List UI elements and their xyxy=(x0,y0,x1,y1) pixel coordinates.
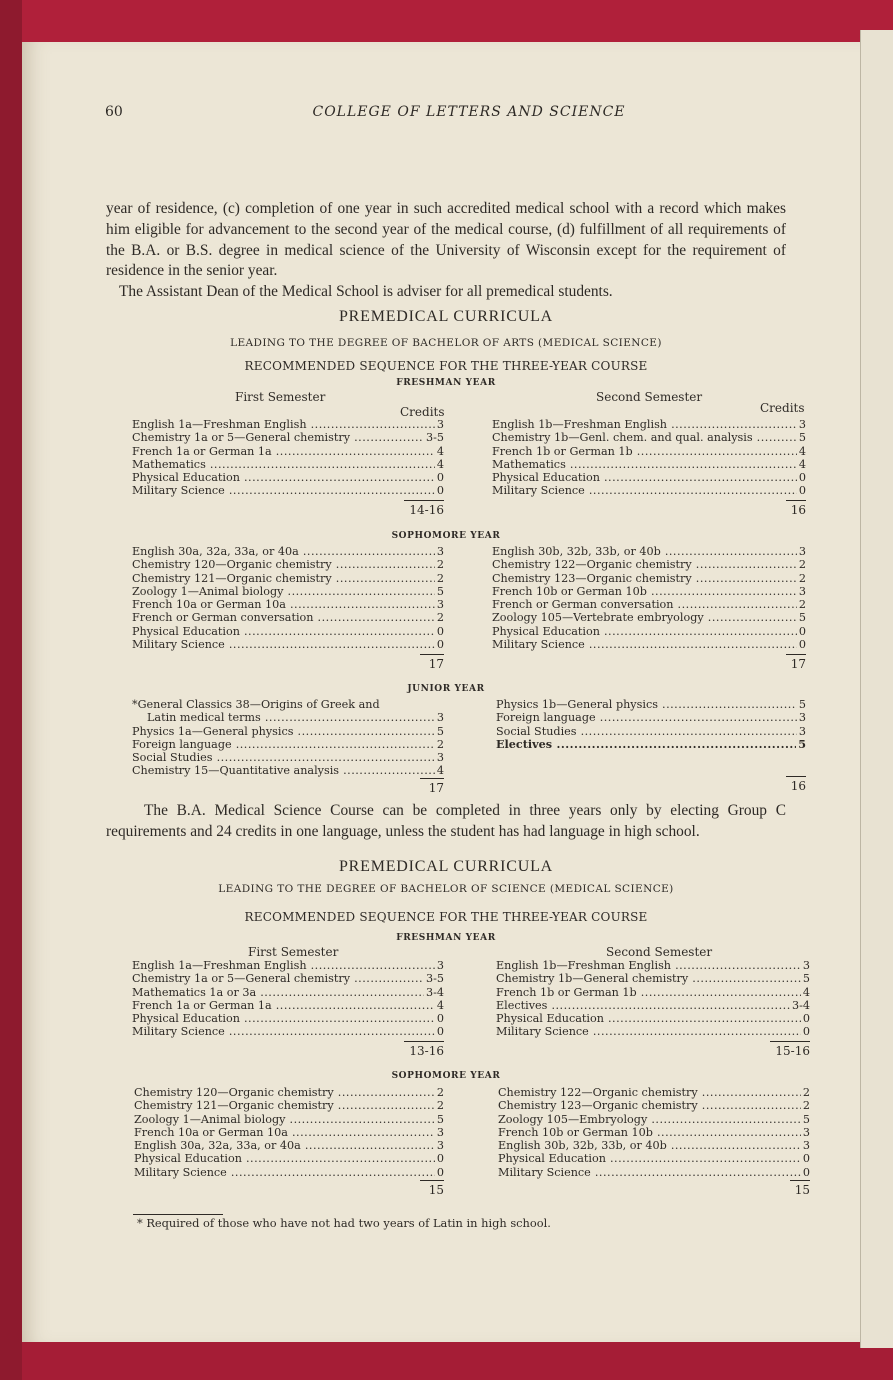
list-item: Military Science ..... 0 xyxy=(134,1166,444,1179)
list-item: English 1a—Freshman English ..... 3 xyxy=(132,418,444,431)
list-item: Zoology 1—Animal biology ..... 5 xyxy=(134,1113,444,1126)
list-item: Physical Education ..... 0 xyxy=(132,625,444,638)
list-item: Chemistry 122—Organic chemistry ..... 2 xyxy=(498,1086,810,1099)
section1-sophomore-total-right: 17 xyxy=(786,654,806,671)
list-item: Military Science ..... 0 xyxy=(132,1025,444,1038)
list-item: English 1b—Freshman English ..... 3 xyxy=(492,418,806,431)
list-item: Military Science ..... 0 xyxy=(132,484,444,497)
footnote-rule xyxy=(133,1214,223,1215)
list-item: Foreign language ..... 2 xyxy=(132,738,444,751)
section1-title: PREMEDICAL CURRICULA xyxy=(338,308,554,325)
list-item: French 10b or German 10b ..... 3 xyxy=(492,585,806,598)
list-item: Zoology 1—Animal biology ..... 5 xyxy=(132,585,444,598)
list-item: Military Science ..... 0 xyxy=(496,1025,810,1038)
list-item: Electives ..... 3-4 xyxy=(496,999,810,1012)
list-item: French 10a or German 10a ..... 3 xyxy=(134,1126,444,1139)
list-item: Physical Education ..... 0 xyxy=(498,1152,810,1165)
running-title: COLLEGE OF LETTERS AND SCIENCE xyxy=(312,104,626,120)
section1-freshman-second xyxy=(492,418,806,498)
list-item: French or German conversation ..... 2 xyxy=(492,598,806,611)
list-item: Physics 1a—General physics ..... 5 xyxy=(132,725,444,738)
section2-freshman-total-right: 15-16 xyxy=(770,1041,810,1058)
list-item: Chemistry 123—Organic chemistry ..... 2 xyxy=(498,1099,810,1112)
list-item: Chemistry 121—Organic chemistry ..... 2 xyxy=(134,1099,444,1112)
list-item: Chemistry 1a or 5—General chemistry ..... 3-5 xyxy=(132,972,444,985)
page-number: 60 xyxy=(105,104,123,120)
section2-freshman-total-left: 13-16 xyxy=(404,1041,444,1058)
list-item: *General Classics 38—Origins of Greek and xyxy=(132,698,380,711)
list-item: French 10a or German 10a ..... 3 xyxy=(132,598,444,611)
section2-sophomore-total-left: 15 xyxy=(420,1180,444,1197)
list-item: Chemistry 15—Quantitative analysis ..... 4 xyxy=(132,764,444,777)
section2-title: PREMEDICAL CURRICULA xyxy=(338,858,554,875)
section2-freshman-second xyxy=(496,959,810,1039)
list-item: French 1b or German 1b ..... 4 xyxy=(492,445,806,458)
book-binding-left xyxy=(0,0,22,1380)
section2-sophomore-label: SOPHOMORE YEAR xyxy=(391,1071,501,1081)
list-item: Social Studies ..... 3 xyxy=(132,751,444,764)
list-item: English 30a, 32a, 33a, or 40a ..... 3 xyxy=(134,1139,444,1152)
adjacent-page-edge xyxy=(860,30,893,1348)
section1-credits-right: Credits xyxy=(760,401,805,415)
section1-sequence: RECOMMENDED SEQUENCE FOR THE THREE-YEAR COURSE xyxy=(244,359,648,373)
section1-freshman-label: FRESHMAN YEAR xyxy=(396,378,496,388)
list-item: English 30b, 32b, 33b, or 40b ..... 3 xyxy=(492,545,806,558)
list-item: Chemistry 122—Organic chemistry ..... 2 xyxy=(492,558,806,571)
section1-freshman-total-right: 16 xyxy=(786,500,806,517)
list-item: Physical Education ..... 0 xyxy=(492,625,806,638)
adviser-paragraph: The Assistant Dean of the Medical School is adviser for all premedical students. xyxy=(119,283,613,300)
list-item: Chemistry 1b—Genl. chem. and qual. analysis ..... 5 xyxy=(492,431,806,444)
list-item: English 30a, 32a, 33a, or 40a ..... 3 xyxy=(132,545,444,558)
list-item: English 1a—Freshman English ..... 3 xyxy=(132,959,444,972)
section1-first-semester: First Semester xyxy=(235,390,326,404)
list-item: Latin medical terms ..... 3 xyxy=(132,711,444,724)
section1-junior-first xyxy=(132,698,444,778)
list-item: English 30b, 32b, 33b, or 40b ..... 3 xyxy=(498,1139,810,1152)
list-item: Physical Education ..... 0 xyxy=(132,471,444,484)
section1-sophomore-total-left: 17 xyxy=(420,654,444,671)
section1-credits-left: Credits xyxy=(400,405,445,419)
list-item: Physical Education ..... 0 xyxy=(492,471,806,484)
section2-sequence: RECOMMENDED SEQUENCE FOR THE THREE-YEAR COURSE xyxy=(244,910,648,924)
list-item: Chemistry 1b—General chemistry ..... 5 xyxy=(496,972,810,985)
section2-sophomore-total-right: 15 xyxy=(790,1180,810,1197)
list-item: Physics 1b—General physics ..... 5 xyxy=(496,698,806,711)
list-item: Military Science ..... 0 xyxy=(492,484,806,497)
list-item: Chemistry 120—Organic chemistry ..... 2 xyxy=(134,1086,444,1099)
section2-sophomore-first xyxy=(134,1086,444,1179)
section1-sophomore-first xyxy=(132,545,444,651)
list-item: Physical Education ..... 0 xyxy=(132,1012,444,1025)
list-item: Chemistry 120—Organic chemistry ..... 2 xyxy=(132,558,444,571)
section1-sophomore-second xyxy=(492,545,806,651)
list-item: Chemistry 1a or 5—General chemistry ..... 3-5 xyxy=(132,431,444,444)
section2-first-semester: First Semester xyxy=(248,945,339,959)
book-binding-bottom xyxy=(0,1338,893,1380)
list-item: French 1a or German 1a ..... 4 xyxy=(132,999,444,1012)
list-item: Electives ..... 5 xyxy=(496,738,806,751)
list-item: Social Studies ..... 3 xyxy=(496,725,806,738)
list-item: Mathematics ..... 4 xyxy=(132,458,444,471)
list-item: French 10b or German 10b ..... 3 xyxy=(498,1126,810,1139)
section2-freshman-first xyxy=(132,959,444,1039)
section2-sophomore-second xyxy=(498,1086,810,1179)
section1-freshman-first xyxy=(132,418,444,498)
section2-freshman-label: FRESHMAN YEAR xyxy=(396,933,496,943)
list-item: Physical Education ..... 0 xyxy=(134,1152,444,1165)
list-item: Chemistry 123—Organic chemistry ..... 2 xyxy=(492,572,806,585)
list-item: Military Science ..... 0 xyxy=(492,638,806,651)
list-item: Mathematics ..... 4 xyxy=(492,458,806,471)
list-item: Military Science ..... 0 xyxy=(498,1166,810,1179)
section1-junior-second xyxy=(496,698,806,751)
list-item: Mathematics 1a or 3a ..... 3-4 xyxy=(132,986,444,999)
running-header xyxy=(105,104,833,120)
section1-second-semester: Second Semester xyxy=(596,390,703,404)
section1-junior-label: JUNIOR YEAR xyxy=(407,684,485,694)
list-item: French 1b or German 1b ..... 4 xyxy=(496,986,810,999)
section1-junior-total-right: 16 xyxy=(786,776,806,793)
list-item: Military Science ..... 0 xyxy=(132,638,444,651)
list-item: Foreign language ..... 3 xyxy=(496,711,806,724)
section1-subtitle: LEADING TO THE DEGREE OF BACHELOR OF ARTS (MEDICAL SCIENCE) xyxy=(230,337,662,349)
section2-second-semester: Second Semester xyxy=(606,945,713,959)
section2-subtitle: LEADING TO THE DEGREE OF BACHELOR OF SCIENCE (MEDICAL SCIENCE) xyxy=(218,883,674,895)
list-item: French 1a or German 1a ..... 4 xyxy=(132,445,444,458)
intro-paragraph: year of residence, (c) completion of one year in such accredited medical school with a record which makes him eligible for advancement to the second year of the medical course, (d) fulfillment of all requirements of the B.A. or B.S. degree in medical science of the University of Wisconsin except for the requirement of residence in the senior year. xyxy=(106,200,786,280)
middle-paragraph: The B.A. Medical Science Course can be completed in three years only by electing Group C requirements and 24 credits in one language, unless the student has had language in high school. xyxy=(106,802,786,840)
section1-junior-total-left: 17 xyxy=(420,778,444,795)
footnote: * Required of those who have not had two years of Latin in high school. xyxy=(137,1216,551,1230)
book-binding-top xyxy=(0,0,893,48)
list-item: English 1b—Freshman English ..... 3 xyxy=(496,959,810,972)
section1-sophomore-label: SOPHOMORE YEAR xyxy=(391,531,501,541)
list-item: Physical Education ..... 0 xyxy=(496,1012,810,1025)
list-item: Chemistry 121—Organic chemistry ..... 2 xyxy=(132,572,444,585)
list-item: Zoology 105—Embryology ..... 5 xyxy=(498,1113,810,1126)
section1-freshman-total-left: 14-16 xyxy=(404,500,444,517)
list-item: French or German conversation ..... 2 xyxy=(132,611,444,624)
list-item: Zoology 105—Vertebrate embryology ..... 5 xyxy=(492,611,806,624)
